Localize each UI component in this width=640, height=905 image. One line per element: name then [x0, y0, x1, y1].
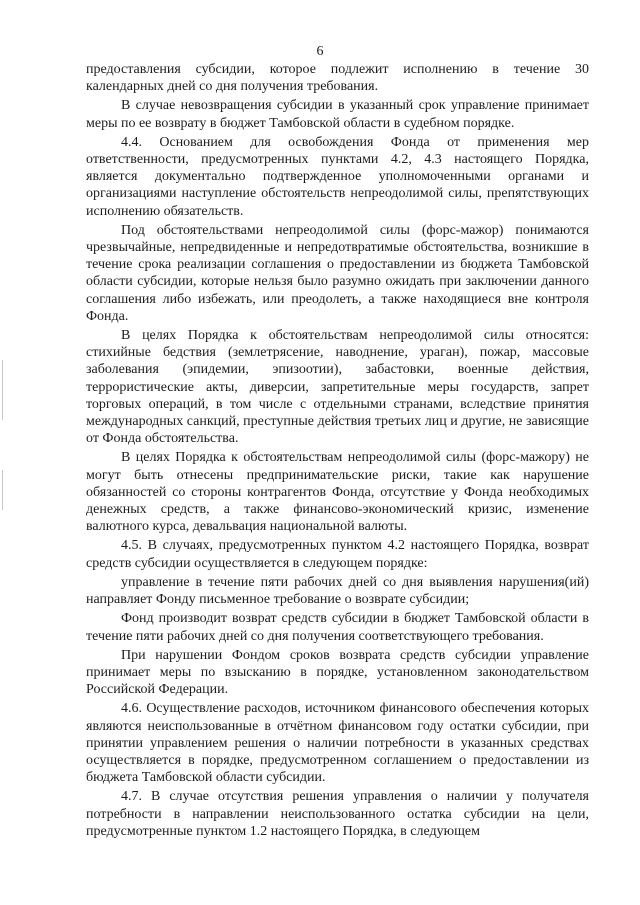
- scan-margin-mark: [2, 470, 3, 510]
- paragraph: 4.5. В случаях, предусмотренных пунктом 4.2 настоящего Порядка, возврат средств субсидии осуществляется в следующем порядке:: [86, 538, 589, 571]
- paragraph: В целях Порядка к обстоятельствам непреодолимой силы (форс-мажору) не могут быть отнесены предпринимательские риски, такие как нарушение обязанностей со стороны контрагентов Фонда, отсутствие у Фонда необходимых денежных средств, а также финансово-экономический кризис, изменение валютного курса, девальвация национальной валюты.: [86, 450, 589, 535]
- paragraph: 4.4. Основанием для освобождения Фонда от применения мер ответственности, предусмотренных пунктами 4.2, 4.3 настоящего Порядка, является документально подтвержденное уполномоченными органами и организациями наступление обстоятельств непреодолимой силы, препятствующих исполнению обязательств.: [86, 134, 589, 219]
- paragraph: В случае невозвращения субсидии в указанный срок управление принимает меры по ее возврату в бюджет Тамбовской области в судебном порядке.: [86, 98, 589, 131]
- page-number: 6: [316, 44, 324, 59]
- paragraph: 4.7. В случае отсутствия решения управления о наличии у получателя потребности в направлении неиспользованного остатка субсидии на цели, предусмотренные пунктом 1.2 настоящего Порядка, в следующем: [86, 789, 589, 839]
- paragraph: В целях Порядка к обстоятельствам непреодолимой силы относятся: стихийные бедствия (землетрясение, наводнение, ураган), пожар, массовые заболевания (эпидемии, эпизоотии), забастовки, военные действия, террористические акты, диверсии, запретительные меры государств, запрет торговых операций, в том числе с отдельными странами, вследствие принятия международных санкций, преступные действия третьих лиц и другие, не зависящие от Фонда обстоятельства.: [86, 328, 589, 447]
- paragraph: управление в течение пяти рабочих дней со дня выявления нарушения(ий) направляет Фонду письменное требование о возврате субсидии;: [86, 574, 589, 608]
- scan-margin-mark: [2, 360, 3, 420]
- document-body: [86, 61, 589, 842]
- paragraph: При нарушении Фондом сроков возврата средств субсидии управление принимает меры по взысканию в порядке, установленном законодательством Российской Федерации.: [86, 647, 589, 698]
- paragraph: Под обстоятельствами непреодолимой силы (форс-мажор) понимаются чрезвычайные, непредвиденные и непредотвратимые обстоятельства, возникшие в течение срока реализации соглашения о предоставлении из бюджета Тамбовской области субсидии, которые нельзя было разумно ожидать при заключении данного соглашения либо избежать, или преодолеть, а также находящиеся вне контроля Фонда.: [86, 222, 589, 324]
- paragraph: 4.6. Осуществление расходов, источником финансового обеспечения которых являются неиспользованные в отчётном финансовом году остатки субсидии, при принятии управлением решения о наличии потребности в указанных средствах осуществляется в порядке, предусмотренном соглашением о предоставлении из бюджета Тамбовской области субсидии.: [86, 701, 589, 786]
- paragraph: предоставления субсидии, которое подлежит исполнению в течение 30 календарных дней со дня получения требования.: [86, 62, 589, 95]
- paragraph: Фонд производит возврат средств субсидии в бюджет Тамбовской области в течение пяти рабочих дней со дня получения соответствующего требования.: [86, 611, 589, 644]
